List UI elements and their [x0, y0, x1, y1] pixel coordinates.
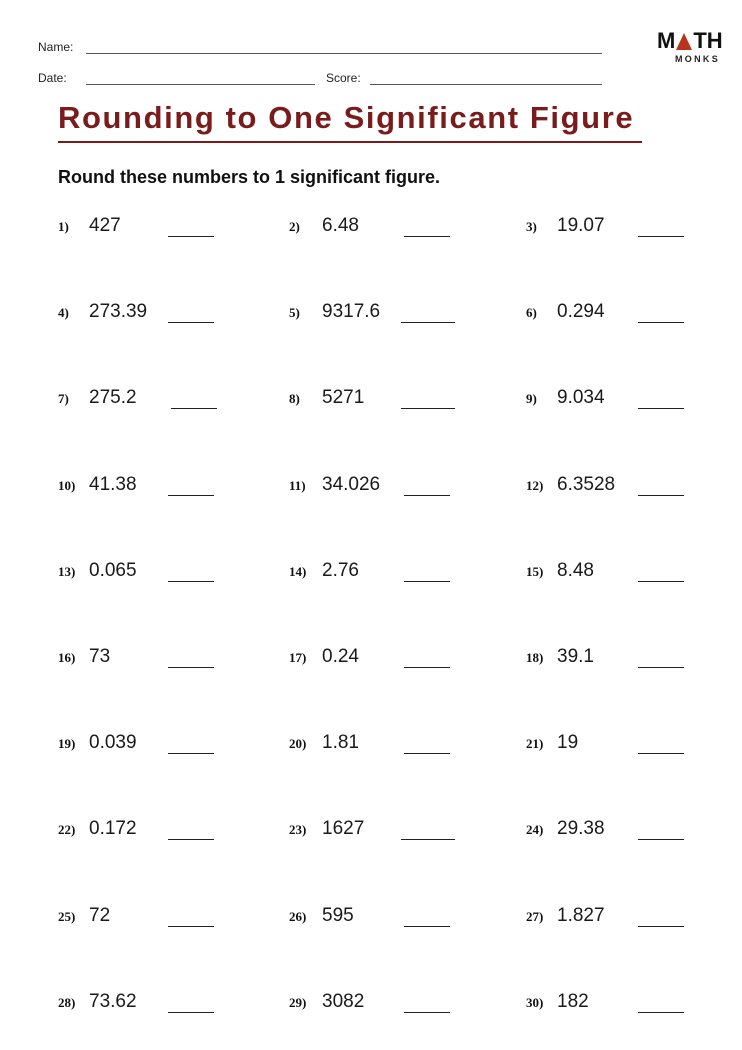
- problem-value: 0.172: [89, 818, 137, 840]
- answer-blank[interactable]: [168, 926, 214, 927]
- problem-item: [58, 560, 228, 582]
- problem-value: 427: [89, 215, 121, 236]
- logo-math-prefix: M: [657, 28, 676, 53]
- answer-blank[interactable]: [638, 236, 684, 237]
- problem-item: [289, 560, 459, 582]
- logo-subtitle: MONKS: [675, 54, 720, 64]
- problem-number: 25): [58, 908, 76, 924]
- problem-item: [58, 905, 228, 927]
- problem-number: 20): [289, 736, 307, 752]
- problem-value: 34.026: [322, 473, 381, 495]
- score-field[interactable]: [370, 84, 602, 85]
- score-label: Score:: [326, 71, 361, 85]
- problem-value: 1.81: [322, 732, 359, 754]
- name-label: Name:: [38, 40, 74, 54]
- problem-value: 9317.6: [322, 301, 381, 323]
- problem-item: [289, 646, 459, 668]
- answer-blank[interactable]: [168, 1012, 214, 1013]
- problem-item: [526, 732, 696, 754]
- problem-value: 6.3528: [557, 473, 616, 495]
- problem-number: 8): [289, 391, 300, 407]
- answer-blank[interactable]: [401, 322, 455, 323]
- problem-number: 30): [526, 994, 544, 1010]
- answer-blank[interactable]: [168, 236, 214, 237]
- problem-value: 6.48: [322, 215, 359, 236]
- math-monks-logo: [657, 30, 727, 66]
- answer-blank[interactable]: [638, 1012, 684, 1013]
- problem-item: [289, 387, 459, 409]
- problem-number: 12): [526, 477, 544, 493]
- problem-number: 6): [526, 305, 537, 321]
- answer-blank[interactable]: [638, 408, 684, 409]
- problem-number: 28): [58, 994, 76, 1010]
- answer-blank[interactable]: [168, 753, 214, 754]
- answer-blank[interactable]: [638, 581, 684, 582]
- problem-number: 29): [289, 994, 307, 1010]
- answer-blank[interactable]: [171, 408, 217, 409]
- problem-item: [289, 215, 459, 237]
- problem-value: 5271: [322, 387, 365, 409]
- answer-blank[interactable]: [401, 408, 455, 409]
- problem-number: 18): [526, 650, 544, 665]
- problem-item: [289, 991, 459, 1013]
- problem-item: [526, 905, 696, 927]
- problem-item: [289, 474, 459, 496]
- answer-blank[interactable]: [168, 495, 214, 496]
- answer-blank[interactable]: [168, 667, 214, 668]
- problem-value: 73: [89, 646, 111, 667]
- problem-value: 182: [557, 990, 589, 1012]
- problem-value: 273.39: [89, 301, 148, 323]
- problem-number: 26): [289, 908, 307, 924]
- problem-number: 22): [58, 822, 76, 838]
- problem-value: 73.62: [89, 990, 137, 1012]
- problem-value: 1627: [322, 818, 365, 840]
- problem-item: [58, 818, 228, 840]
- answer-blank[interactable]: [168, 322, 214, 323]
- problem-number: 13): [58, 563, 76, 579]
- problem-value: 0.294: [557, 301, 605, 323]
- logo-triangle-icon: [676, 33, 692, 50]
- problem-value: 0.065: [89, 559, 137, 581]
- answer-blank[interactable]: [404, 1012, 450, 1013]
- problem-value: 41.38: [89, 473, 137, 495]
- problem-number: 27): [526, 908, 544, 924]
- problem-item: [526, 387, 696, 409]
- problem-item: [58, 732, 228, 754]
- problem-value: 0.039: [89, 732, 137, 754]
- problem-number: 5): [289, 305, 300, 321]
- problem-value: 3082: [322, 990, 365, 1012]
- problem-item: [58, 474, 228, 496]
- logo-math-suffix: TH: [693, 28, 723, 53]
- problem-item: [58, 301, 228, 323]
- problem-number: 16): [58, 650, 76, 665]
- answer-blank[interactable]: [638, 839, 684, 840]
- problem-value: 9.034: [557, 387, 605, 409]
- problem-value: 2.76: [322, 559, 359, 581]
- instructions: Round these numbers to 1 significant figure.: [58, 167, 441, 187]
- answer-blank[interactable]: [404, 926, 450, 927]
- problem-number: 2): [289, 219, 300, 234]
- answer-blank[interactable]: [638, 667, 684, 668]
- date-label: Date:: [38, 71, 67, 85]
- problem-item: [526, 215, 696, 237]
- answer-blank[interactable]: [401, 839, 455, 840]
- problem-number: 21): [526, 736, 544, 752]
- problem-number: 15): [526, 563, 544, 579]
- problem-number: 7): [58, 391, 69, 407]
- problem-item: [58, 215, 228, 237]
- problem-value: 39.1: [557, 646, 594, 667]
- name-field[interactable]: [86, 53, 602, 54]
- problem-item: [289, 732, 459, 754]
- problem-number: 11): [289, 477, 306, 493]
- answer-blank[interactable]: [404, 495, 450, 496]
- problem-number: 17): [289, 650, 307, 665]
- problem-value: 8.48: [557, 559, 594, 581]
- problem-item: [289, 905, 459, 927]
- problem-item: [526, 560, 696, 582]
- problem-number: 3): [526, 219, 537, 234]
- problem-number: 23): [289, 822, 307, 838]
- date-field[interactable]: [86, 84, 315, 85]
- problem-item: [526, 646, 696, 668]
- answer-blank[interactable]: [404, 236, 450, 237]
- problem-value: 29.38: [557, 818, 605, 840]
- problem-value: 19.07: [557, 215, 605, 236]
- answer-blank[interactable]: [168, 839, 214, 840]
- problem-item: [526, 474, 696, 496]
- answer-blank[interactable]: [404, 581, 450, 582]
- problem-number: 10): [58, 477, 76, 493]
- problem-item: [289, 301, 459, 323]
- answer-blank[interactable]: [638, 495, 684, 496]
- problem-value: 595: [322, 904, 354, 926]
- answer-blank[interactable]: [638, 753, 684, 754]
- problem-number: 24): [526, 822, 544, 838]
- logo-wordmark: [657, 30, 727, 52]
- answer-blank[interactable]: [638, 926, 684, 927]
- worksheet-title: Rounding to One Significant Figure: [58, 100, 635, 135]
- answer-blank[interactable]: [168, 581, 214, 582]
- problem-value: 0.24: [322, 646, 359, 667]
- title-underline: [58, 141, 642, 143]
- problem-item: [58, 387, 228, 409]
- problem-number: 14): [289, 563, 307, 579]
- answer-blank[interactable]: [404, 753, 450, 754]
- problem-value: 275.2: [89, 387, 137, 409]
- problem-item: [526, 991, 696, 1013]
- problem-item: [526, 818, 696, 840]
- answer-blank[interactable]: [404, 667, 450, 668]
- problem-item: [58, 991, 228, 1013]
- problem-item: [58, 646, 228, 668]
- problem-number: 9): [526, 391, 537, 407]
- problem-number: 4): [58, 305, 69, 321]
- answer-blank[interactable]: [638, 322, 684, 323]
- problem-value: 1.827: [557, 904, 605, 926]
- problem-item: [526, 301, 696, 323]
- problem-value: 72: [89, 904, 111, 926]
- problem-number: 19): [58, 736, 76, 752]
- problem-item: [289, 818, 459, 840]
- problem-value: 19: [557, 732, 579, 754]
- problem-number: 1): [58, 219, 69, 234]
